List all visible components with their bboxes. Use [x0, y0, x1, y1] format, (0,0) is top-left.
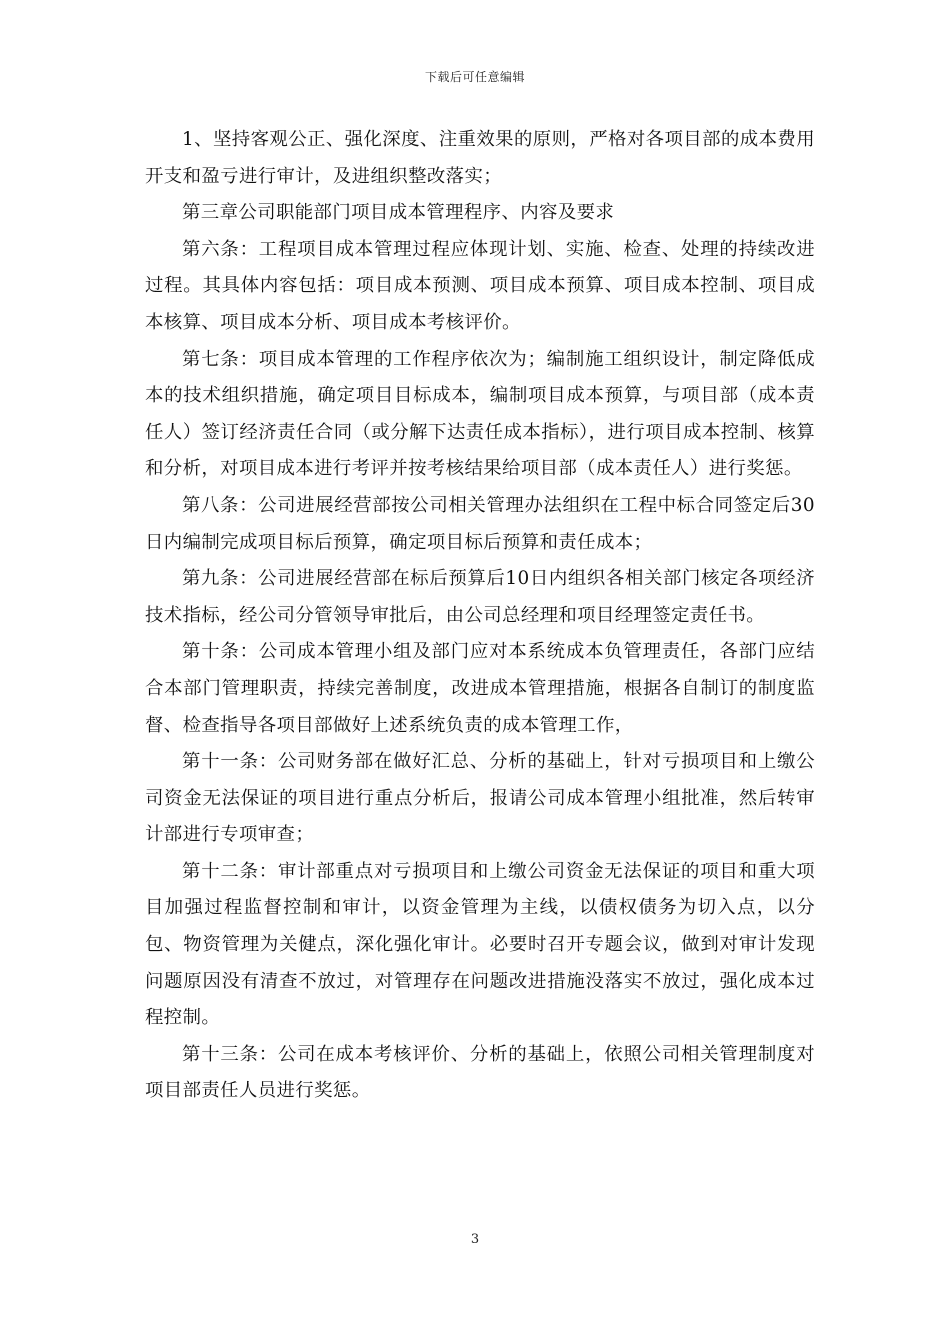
chapter-heading: 第三章公司职能部门项目成本管理程序、内容及要求	[182, 202, 615, 224]
article-7: 第七条：项目成本管理的工作程序依次为；编制施工组织设计，制定降低成本的技术组织措施，确定项目目标成本，编制项目成本预算，与项目部（成本责任人）签订经济责任合同（或分解下达责任成本指标），进行项目成本控制、核算和分析，对项目成本进行考评并按考核结果给项目部（成本责任人）进行奖惩。	[145, 348, 815, 480]
article-8: 第八条：公司进展经营部按公司相关管理办法组织在工程中标合同签定后30日内编制完成项目标后预算，确定项目标后预算和责任成本；	[145, 494, 815, 553]
page-number: 3	[470, 1232, 480, 1247]
article-10: 第十条：公司成本管理小组及部门应对本系统成本负管理责任，各部门应结合本部门管理职责，持续完善制度，改进成本管理措施，根据各自制订的制度监督、检查指导各项目部做好上述系统负责的成本管理工作，	[145, 641, 815, 736]
article-11: 第十一条：公司财务部在做好汇总、分析的基础上，针对亏损项目和上缴公司资金无法保证的项目进行重点分析后，报请公司成本管理小组批准，然后转审计部进行专项审查；	[145, 751, 815, 846]
article-6: 第六条：工程项目成本管理过程应体现计划、实施、检查、处理的持续改进过程。其具体内容包括：项目成本预测、项目成本预算、项目成本控制、项目成本核算、项目成本分析、项目成本考核评价。	[145, 238, 815, 333]
header-note: 下载后可任意编辑	[424, 70, 525, 84]
article-12: 第十二条：审计部重点对亏损项目和上缴公司资金无法保证的项目和重大项目加强过程监督控制和审计，以资金管理为主线，以债权债务为切入点，以分包、物资管理为关健点，深化强化审计。必要时召开专题会议，做到对审计发现问题原因没有清查不放过，对管理存在问题改进措施没落实不放过，强化成本过程控制。	[145, 860, 815, 1029]
paragraph-principle: 1、坚持客观公正、强化深度、注重效果的原则，严格对各项目部的成本费用开支和盈亏进行审计，及进组织整改落实；	[145, 129, 815, 187]
article-9: 第九条：公司进展经营部在标后预算后10日内组织各相关部门核定各项经济技术指标，经公司分管领导审批后，由公司总经理和项目经理签定责任书。	[145, 568, 815, 626]
article-13: 第十三条：公司在成本考核评价、分析的基础上，依照公司相关管理制度对项目部责任人员进行奖惩。	[145, 1043, 815, 1102]
document-body	[145, 122, 815, 1110]
